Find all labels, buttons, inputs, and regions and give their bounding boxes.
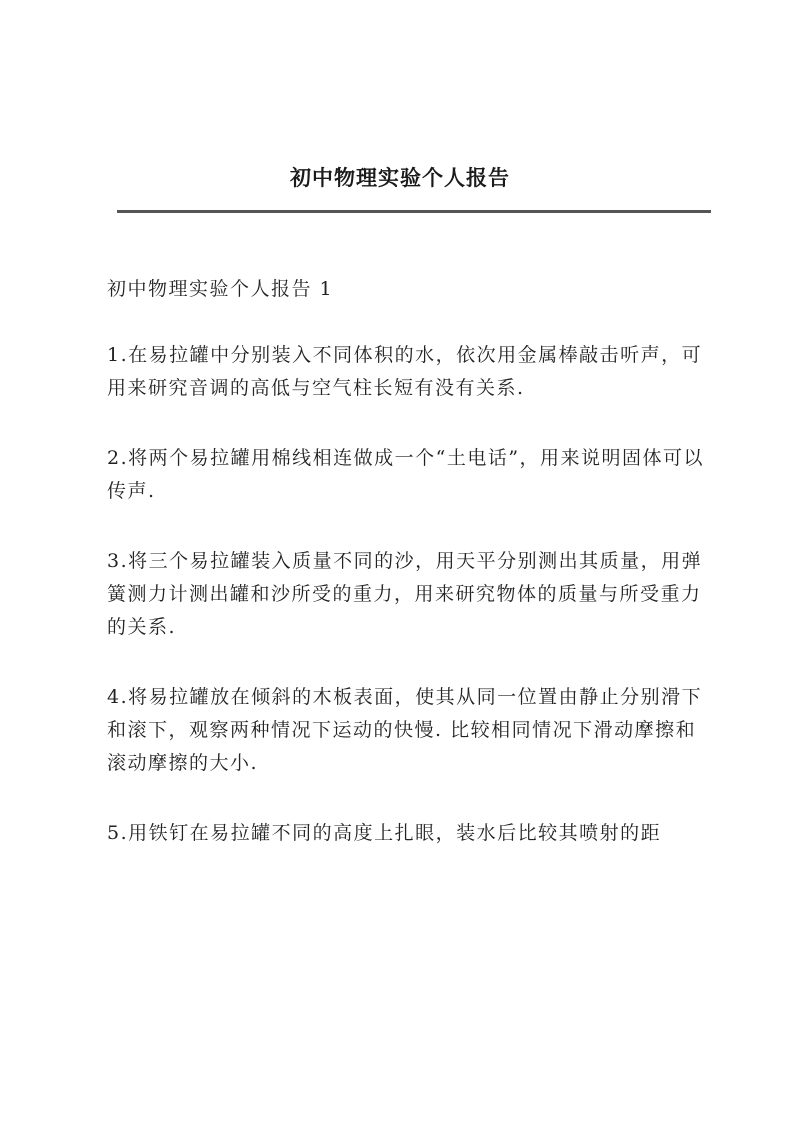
paragraph-2: 2.将两个易拉罐用棉线相连做成一个“土电话”，用来说明固体可以传声. (107, 447, 705, 502)
paragraph-5: 5.用铁钉在易拉罐不同的高度上扎眼，装水后比较其喷射的距 (107, 822, 662, 844)
document-body (107, 273, 707, 887)
paragraph-4: 4.将易拉罐放在倾斜的木板表面，使其从同一位置由静止分别滑下和滚下，观察两种情况下运动的快慢. 比较相同情况下滑动摩擦和滚动摩擦的大小. (107, 686, 703, 774)
section-heading: 初中物理实验个人报告 1 (107, 278, 334, 300)
document-title: 初中物理实验个人报告 (290, 165, 510, 190)
paragraph-1: 1.在易拉罐中分别装入不同体积的水，依次用金属棒敲击听声，可用来研究音调的高低与空气柱长短有没有关系. (107, 344, 703, 399)
paragraph-3: 3.将三个易拉罐装入质量不同的沙，用天平分别测出其质量，用弹簧测力计测出罐和沙所受的重力，用来研究物体的质量与所受重力的关系. (107, 550, 703, 638)
title-divider (117, 210, 711, 213)
